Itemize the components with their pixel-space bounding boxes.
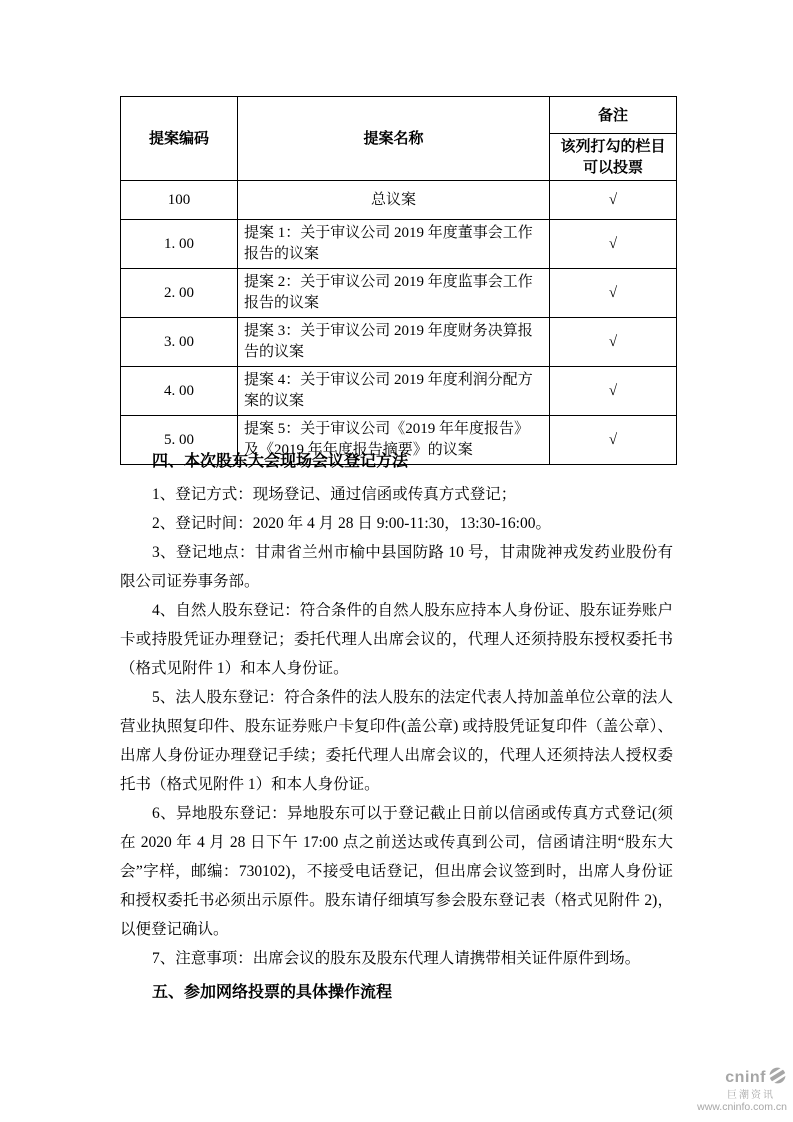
- proposal-name-cell: 总议案: [238, 181, 550, 220]
- paragraph-registration-time: 2、登记时间：2020 年 4 月 28 日 9:00-11:30，13:30-16:00。: [152, 515, 551, 532]
- proposal-code-cell: 2. 00: [121, 269, 238, 318]
- cninfo-watermark: [679, 1066, 789, 1114]
- cninfo-swirl-icon: [768, 1066, 787, 1090]
- vote-allowed-checkmark: √: [550, 220, 677, 269]
- section-heading-4: 四、本次股东大会现场会议登记方法: [152, 453, 409, 470]
- cninfo-brand-text: cninf: [725, 1068, 766, 1086]
- registration-section: [120, 446, 673, 1011]
- proposal-name-cell: 提案 2：关于审议公司 2019 年度监事会工作报告的议案: [238, 269, 550, 318]
- table-row: [121, 367, 677, 416]
- section-heading-5: 五、参加网络投票的具体操作流程: [152, 984, 393, 1001]
- table-row: [121, 269, 677, 318]
- proposal-table: [120, 96, 677, 465]
- proposal-code-cell: 1. 00: [121, 220, 238, 269]
- paragraph-notes: 7、注意事项：出席会议的股东及股东代理人请携带相关证件原件到场。: [152, 950, 641, 967]
- paragraph-natural-person: 4、自然人股东登记：符合条件的自然人股东应持本人身份证、股东证券账户卡或持股凭证办理登记；委托代理人出席会议的，代理人还须持股东授权委托书（格式见附件 1）和本人身份证。: [120, 602, 673, 677]
- proposal-code-cell: 3. 00: [121, 318, 238, 367]
- vote-allowed-checkmark: √: [550, 367, 677, 416]
- header-remark: 备注: [550, 97, 677, 134]
- vote-allowed-checkmark: √: [550, 181, 677, 220]
- paragraph-remote-shareholder: 6、异地股东登记：异地股东可以于登记截止日前以信函或传真方式登记(须在 2020 年 4 月 28 日下午 17:00 点之前送达或传真到公司，信函请注明“股东大会”字样，邮编：730102)，不接受电话登记，但出席会议签到时，出席人身份证和授权委托书必须出示原件。股东请仔细填写参会股东登记表（格式见附件 2)，以便登记确认。: [120, 805, 673, 938]
- vote-allowed-checkmark: √: [550, 416, 677, 465]
- paragraph-registration-method: 1、登记方式：现场登记、通过信函或传真方式登记；: [152, 486, 517, 503]
- proposal-code-cell: 4. 00: [121, 367, 238, 416]
- header-proposal-code: 提案编码: [121, 97, 238, 181]
- proposal-name-cell: 提案 4：关于审议公司 2019 年度利润分配方案的议案: [238, 367, 550, 416]
- header-remark-sub: 该列打勾的栏目可以投票: [550, 134, 677, 181]
- table-row: [121, 181, 677, 220]
- cninfo-cn-name: 巨潮资讯: [727, 1090, 775, 1102]
- proposal-code-cell: 100: [121, 181, 238, 220]
- proposal-code-cell: 5. 00: [121, 416, 238, 465]
- cninfo-url: www.cninfo.com.cn: [697, 1101, 787, 1114]
- vote-allowed-checkmark: √: [550, 318, 677, 367]
- proposal-name-cell: 提案 5：关于审议公司《2019 年年度报告》及《2019 年年度报告摘要》的议案: [238, 416, 550, 465]
- table-row: [121, 318, 677, 367]
- table-row: [121, 220, 677, 269]
- table-header-row: [121, 97, 677, 134]
- paragraph-legal-person: 5、法人股东登记：符合条件的法人股东的法定代表人持加盖单位公章的法人营业执照复印件、股东证券账户卡复印件(盖公章) 或持股凭证复印件（盖公章）、出席人身份证办理登记手续；委托代理人出席会议的，代理人还须持法人授权委托书（格式见附件 1）和本人身份证。: [120, 689, 673, 793]
- proposal-name-cell: 提案 1：关于审议公司 2019 年度董事会工作报告的议案: [238, 220, 550, 269]
- paragraph-registration-place: 3、登记地点：甘肃省兰州市榆中县国防路 10 号，甘肃陇神戎发药业股份有限公司证券事务部。: [120, 544, 673, 590]
- vote-allowed-checkmark: √: [550, 269, 677, 318]
- header-proposal-name: 提案名称: [238, 97, 550, 181]
- proposal-name-cell: 提案 3：关于审议公司 2019 年度财务决算报告的议案: [238, 318, 550, 367]
